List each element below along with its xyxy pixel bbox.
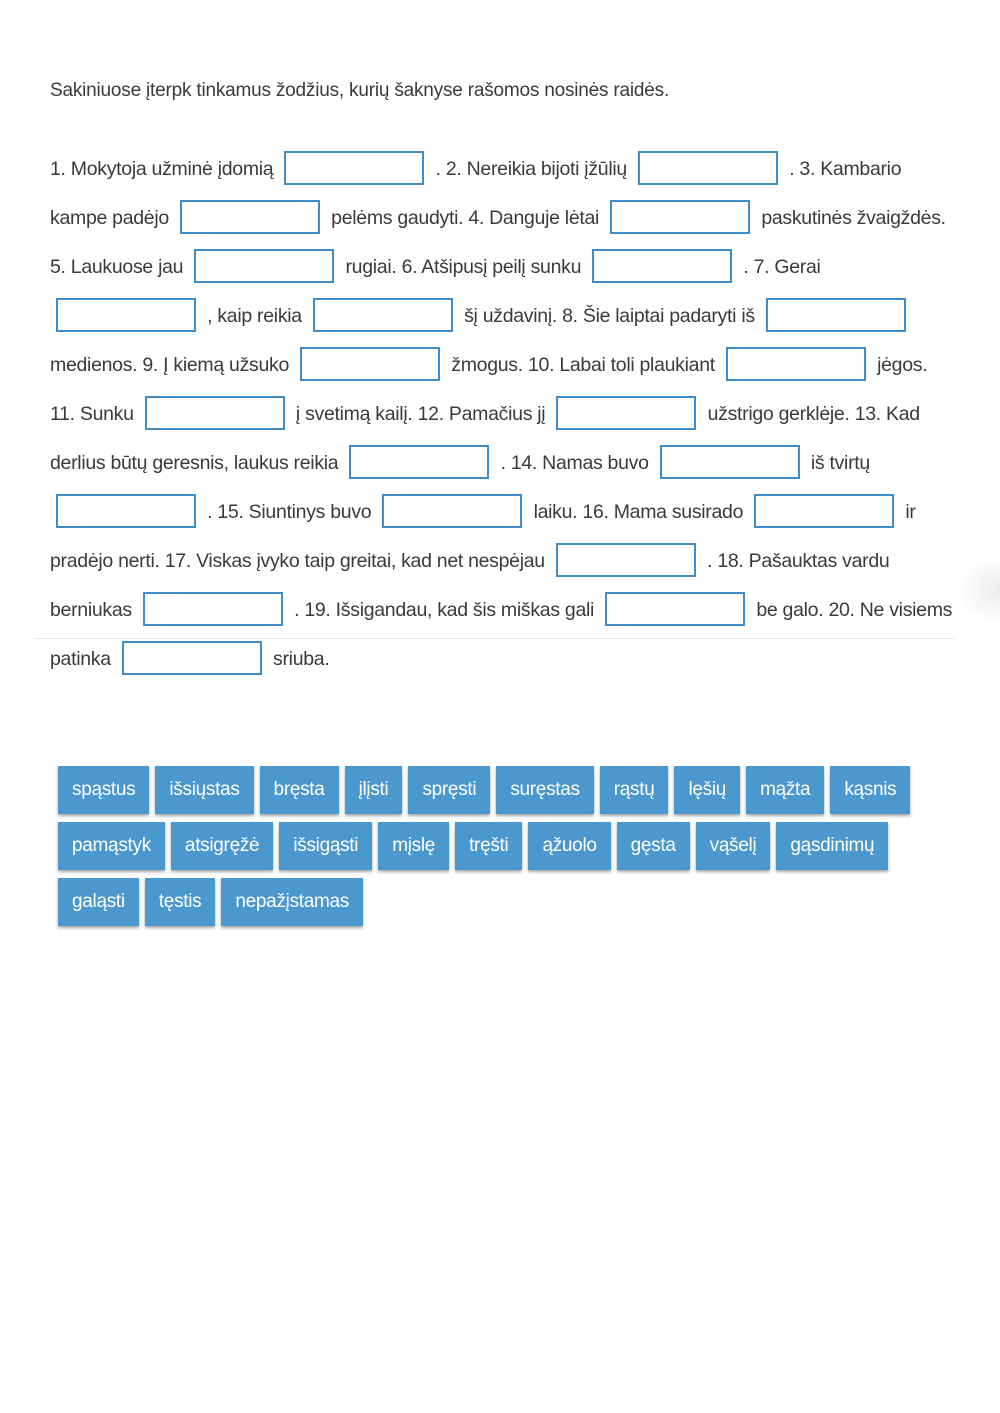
text-segment: pelėms gaudyti. 4. Danguje lėtai [331, 207, 600, 229]
text-segment: paskutinės žvaigždės. 5. Laukuose jau [50, 207, 946, 278]
word-chip[interactable]: spręsti [408, 766, 490, 814]
word-chip[interactable]: suręstas [496, 766, 593, 814]
text-segment: šį uždavinį. 8. Šie laiptai padaryti iš [464, 305, 755, 327]
drop-zone-5[interactable] [194, 249, 334, 283]
drop-zone-18[interactable] [143, 592, 283, 626]
drop-zone-9[interactable] [300, 347, 440, 381]
instruction-text: Sakiniuose įterpk tinkamus žodžius, kurių šaknyse rašomos nosinės raidės. [50, 80, 670, 101]
text-segment: be galo. 20. Ne visiems patinka [50, 599, 953, 670]
word-chip[interactable]: ąžuolo [528, 822, 610, 870]
word-chip[interactable]: įlįsti [345, 766, 403, 814]
word-chip[interactable]: lęšių [674, 766, 740, 814]
word-chip[interactable]: tęstis [145, 878, 216, 926]
word-chip[interactable]: nepažįstamas [221, 878, 363, 926]
drop-zone-16[interactable] [754, 494, 894, 528]
text-segment: . 3. Kambario kampe padėjo [50, 158, 902, 229]
word-bank [58, 766, 918, 926]
word-chip[interactable]: kąsnis [830, 766, 910, 814]
word-chip[interactable]: atsigręžė [171, 822, 273, 870]
drop-zone-6[interactable] [592, 249, 732, 283]
text-segment: į svetimą kailį. 12. Pamačius jį [295, 403, 546, 425]
text-segment: . 18. Pašauktas vardu berniukas [50, 550, 890, 621]
text-segment: iš tvirtų [810, 452, 870, 474]
text-segment: laiku. 16. Mama susirado [533, 501, 744, 523]
drop-zone-17[interactable] [556, 543, 696, 577]
text-segment: . 15. Siuntinys buvo [207, 501, 372, 523]
drop-zone-7b[interactable] [313, 298, 453, 332]
text-segment: ir pradėjo nerti. 17. Viskas įvyko taip greitai, kad net nespėjau [50, 501, 916, 572]
text-segment: . 7. Gerai [743, 256, 821, 278]
word-chip[interactable]: vąšelį [696, 822, 771, 870]
text-segment: rugiai. 6. Atšipusį peilį sunku [345, 256, 582, 278]
text-segment: . 14. Namas buvo [500, 452, 649, 474]
word-chip[interactable]: išsiųstas [155, 766, 253, 814]
word-chip[interactable]: pamąstyk [58, 822, 165, 870]
word-chip[interactable]: gąsdinimų [776, 822, 888, 870]
text-segment: žmogus. 10. Labai toli plaukiant [451, 354, 715, 376]
text-segment: 1. Mokytoja užminė įdomią [50, 158, 274, 180]
drop-zone-4[interactable] [610, 200, 750, 234]
text-segment: medienos. 9. Į kiemą užsuko [50, 354, 290, 376]
drop-zone-19[interactable] [605, 592, 745, 626]
drop-zone-1[interactable] [284, 151, 424, 185]
text-segment: jėgos. 11. Sunku [50, 354, 928, 425]
text-segment: . 19. Išsigandau, kad šis miškas gali [294, 599, 595, 621]
scroll-edge-shadow [956, 555, 1000, 625]
text-segment: , kaip reikia [207, 305, 302, 327]
drop-zone-7a[interactable] [56, 298, 196, 332]
word-chip[interactable]: gęsta [617, 822, 690, 870]
drop-zone-15[interactable] [382, 494, 522, 528]
drop-zone-3[interactable] [180, 200, 320, 234]
drop-zone-20[interactable] [122, 641, 262, 675]
drop-zone-2[interactable] [638, 151, 778, 185]
drop-zone-11[interactable] [145, 396, 285, 430]
exercise-text [50, 145, 955, 684]
word-chip[interactable]: spąstus [58, 766, 149, 814]
text-segment: . 2. Nereikia bijoti įžūlių [435, 158, 627, 180]
word-chip[interactable]: mįslę [378, 822, 449, 870]
drop-zone-10[interactable] [726, 347, 866, 381]
word-chip[interactable]: bręsta [260, 766, 339, 814]
word-chip[interactable]: galąsti [58, 878, 139, 926]
word-chip[interactable]: mąžta [746, 766, 824, 814]
drop-zone-13[interactable] [349, 445, 489, 479]
word-chip[interactable]: rąstų [600, 766, 669, 814]
word-chip[interactable]: išsigąsti [279, 822, 372, 870]
word-chip[interactable]: tręšti [455, 822, 522, 870]
text-segment: užstrigo gerklėje. 13. Kad derlius būtų geresnis, laukus reikia [50, 403, 920, 474]
section-divider [35, 638, 955, 639]
drop-zone-14b[interactable] [56, 494, 196, 528]
drop-zone-12[interactable] [556, 396, 696, 430]
drop-zone-14a[interactable] [660, 445, 800, 479]
drop-zone-8[interactable] [766, 298, 906, 332]
text-segment: sriuba. [273, 648, 330, 670]
